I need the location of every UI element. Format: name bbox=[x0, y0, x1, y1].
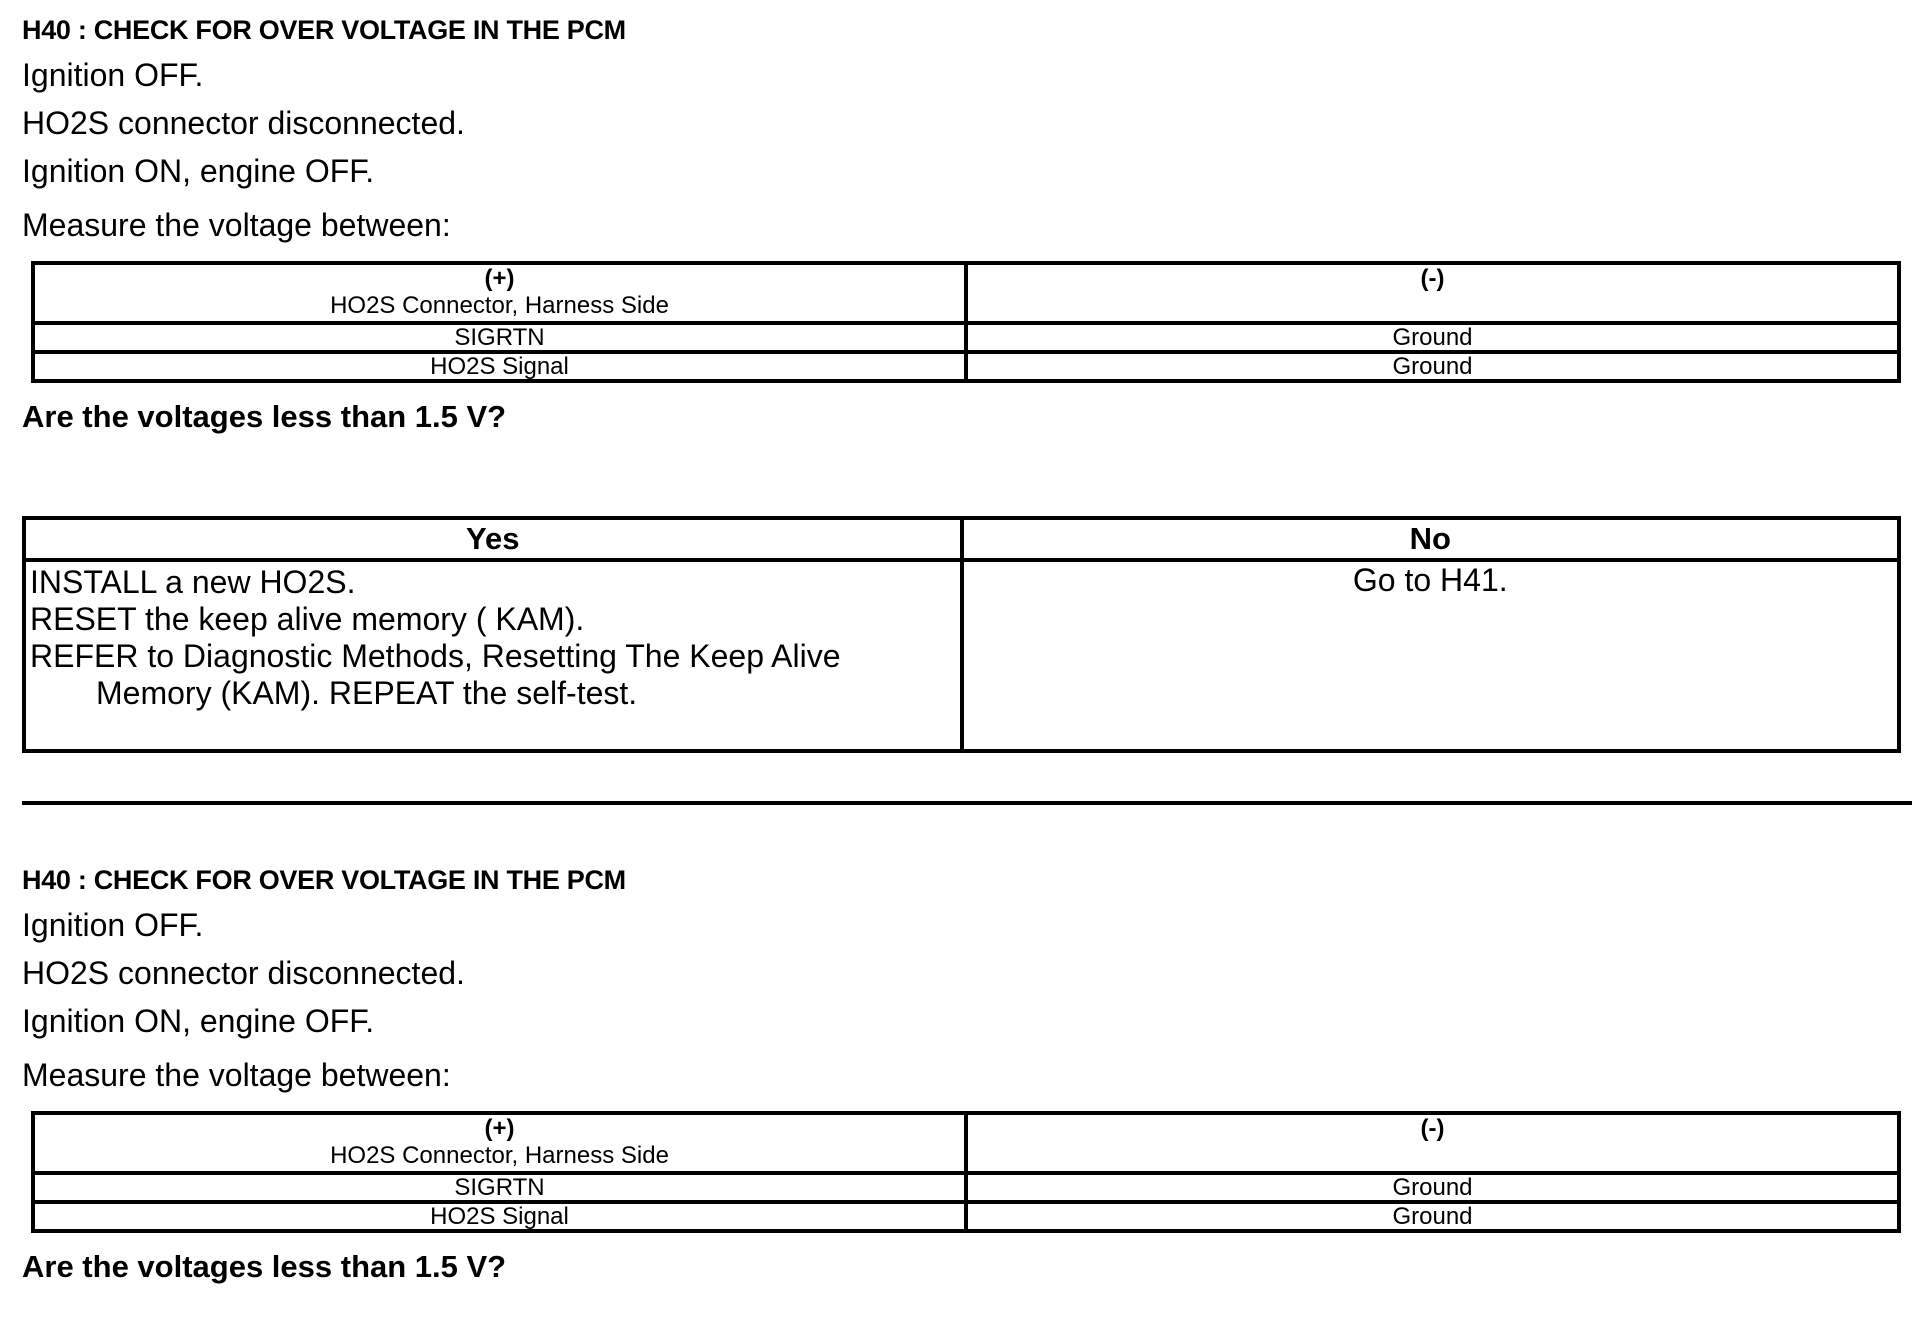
yes-line: RESET the keep alive memory ( KAM). bbox=[30, 601, 585, 637]
positive-cell: SIGRTN bbox=[33, 323, 966, 352]
decision-table bbox=[22, 516, 1901, 753]
positive-cell: HO2S Signal bbox=[33, 352, 966, 381]
question: Are the voltages less than 1.5 V? bbox=[22, 1249, 507, 1284]
positive-column-header bbox=[33, 263, 966, 323]
table-row bbox=[33, 1173, 1899, 1202]
table-row bbox=[33, 323, 1899, 352]
measure-label: Measure the voltage between: bbox=[22, 1057, 451, 1093]
section-title: H40 : CHECK FOR OVER VOLTAGE IN THE PCM bbox=[22, 15, 626, 45]
yes-line: INSTALL a new HO2S. bbox=[30, 564, 356, 600]
no-header: No bbox=[962, 518, 1900, 560]
negative-column-header bbox=[966, 1113, 1899, 1173]
negative-symbol: (-) bbox=[1420, 265, 1445, 292]
positive-symbol: (+) bbox=[484, 1115, 515, 1142]
step-ignition-off: Ignition OFF. bbox=[22, 57, 204, 93]
step-connector-disconnected: HO2S connector disconnected. bbox=[22, 105, 465, 141]
table-row bbox=[33, 1202, 1899, 1231]
step-connector-disconnected: HO2S connector disconnected. bbox=[22, 955, 465, 991]
step-ignition-on: Ignition ON, engine OFF. bbox=[22, 1003, 375, 1039]
negative-cell: Ground bbox=[966, 1202, 1899, 1231]
step-ignition-off: Ignition OFF. bbox=[22, 907, 204, 943]
step-ignition-on: Ignition ON, engine OFF. bbox=[22, 153, 375, 189]
section-divider bbox=[22, 801, 1912, 805]
measurement-table bbox=[31, 1111, 1901, 1233]
measure-label: Measure the voltage between: bbox=[22, 207, 451, 243]
negative-cell: Ground bbox=[966, 323, 1899, 352]
measurement-table-header bbox=[33, 263, 1899, 323]
positive-column-label: HO2S Connector, Harness Side bbox=[330, 1142, 669, 1169]
check-section-1 bbox=[22, 14, 1902, 435]
yes-cell bbox=[24, 560, 962, 751]
measurement-table-header bbox=[33, 1113, 1899, 1173]
decision-table-body bbox=[24, 560, 1899, 751]
no-cell: Go to H41. bbox=[962, 560, 1900, 751]
positive-cell: HO2S Signal bbox=[33, 1202, 966, 1231]
negative-symbol: (-) bbox=[1420, 1115, 1445, 1142]
yes-line: Memory (KAM). REPEAT the self-test. bbox=[96, 675, 638, 711]
measurement-table bbox=[31, 261, 1901, 383]
negative-cell: Ground bbox=[966, 352, 1899, 381]
yes-instructions bbox=[26, 562, 960, 712]
positive-column-header bbox=[33, 1113, 966, 1173]
yes-header: Yes bbox=[24, 518, 962, 560]
decision-table-header bbox=[24, 518, 1899, 560]
check-section-2 bbox=[22, 864, 1902, 1285]
question: Are the voltages less than 1.5 V? bbox=[22, 399, 507, 434]
positive-cell: SIGRTN bbox=[33, 1173, 966, 1202]
section-title: H40 : CHECK FOR OVER VOLTAGE IN THE PCM bbox=[22, 865, 626, 895]
table-row bbox=[33, 352, 1899, 381]
negative-cell: Ground bbox=[966, 1173, 1899, 1202]
yes-line: REFER to Diagnostic Methods, Resetting The Keep Alive bbox=[30, 638, 841, 674]
positive-symbol: (+) bbox=[484, 265, 515, 292]
negative-column-header bbox=[966, 263, 1899, 323]
positive-column-label: HO2S Connector, Harness Side bbox=[330, 292, 669, 319]
